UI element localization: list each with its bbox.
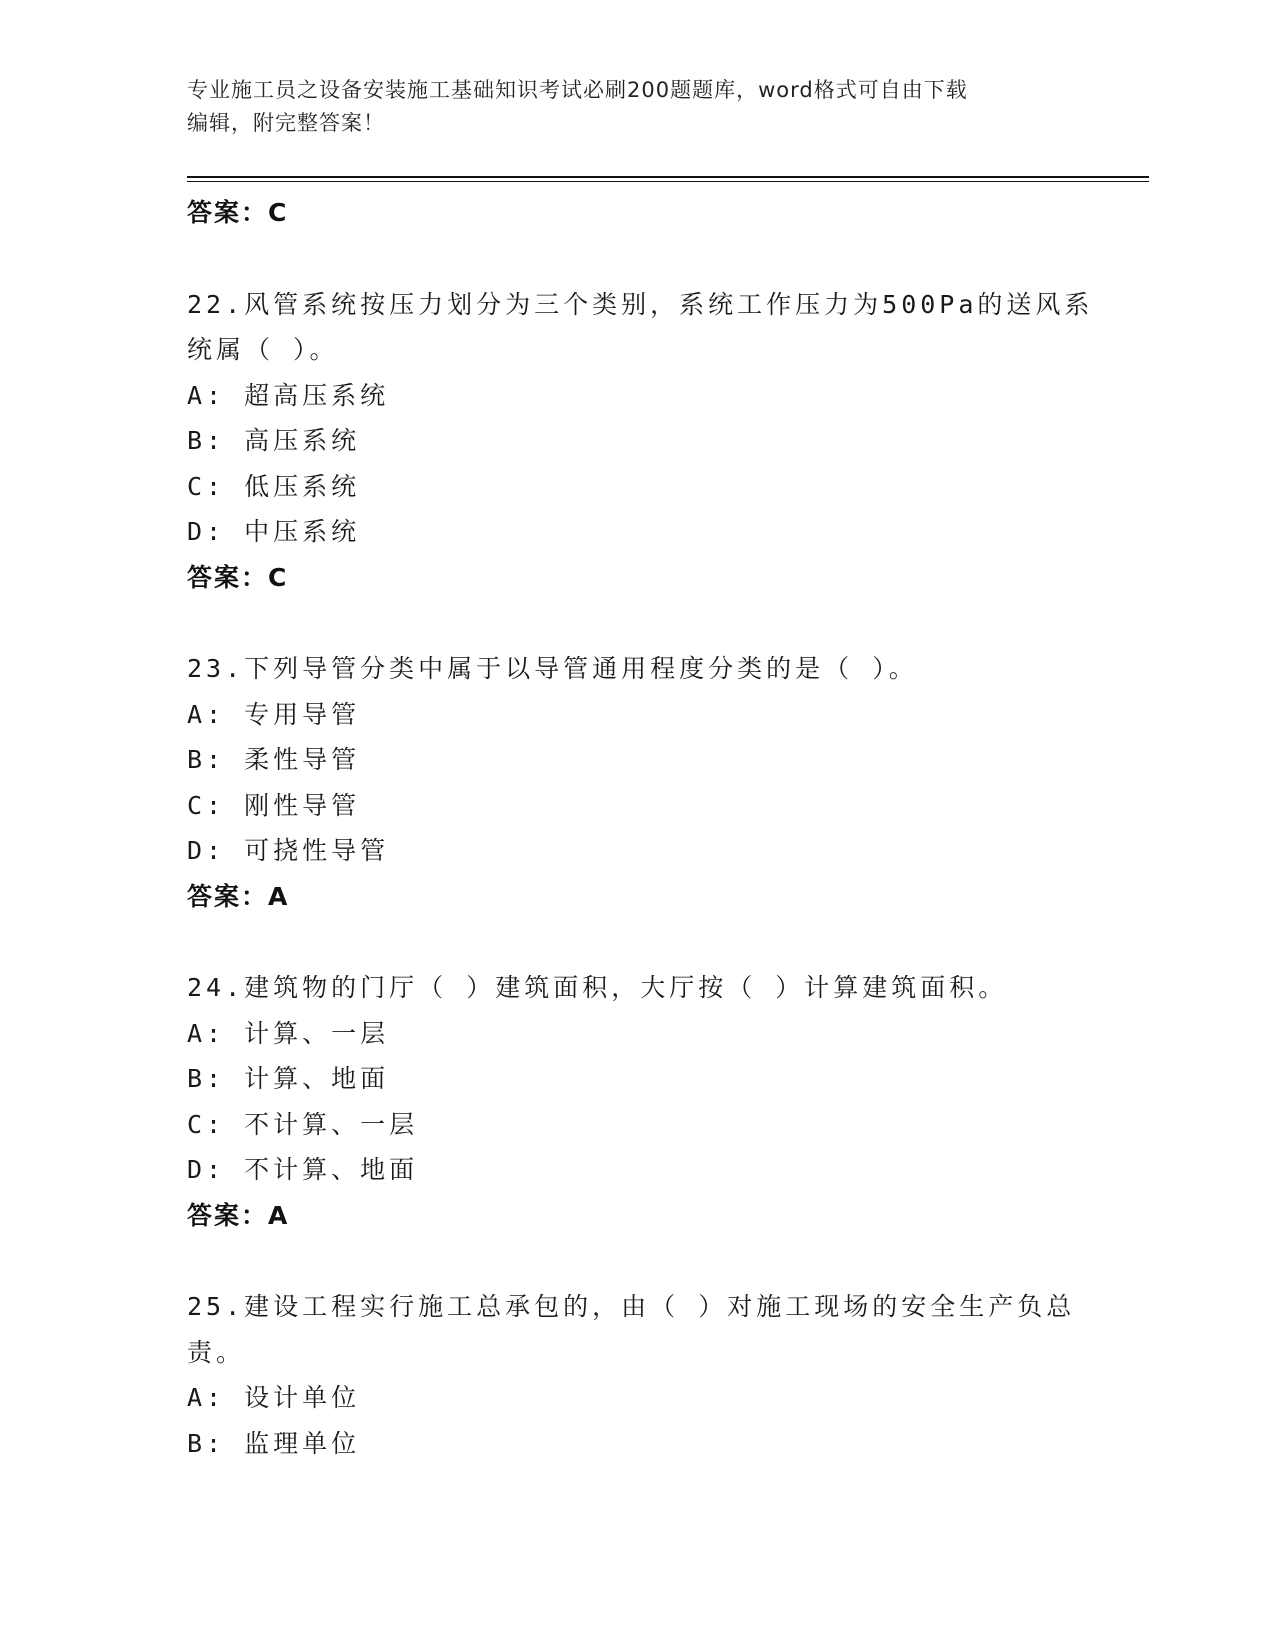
- answer-line: 答案：A: [187, 881, 290, 911]
- answer-line: 答案：A: [187, 1200, 290, 1230]
- question-text: 25.建设工程实行施工总承包的，由（ ）对施工现场的安全生产负总: [187, 1292, 1076, 1321]
- header-divider-thin: [187, 181, 1149, 182]
- header-line-2: 编辑，附完整答案！: [187, 111, 385, 135]
- document-header: [187, 74, 1087, 140]
- answer-line: 答案：C: [187, 562, 289, 592]
- option-a: A: 超高压系统: [187, 380, 390, 410]
- document-body: [187, 190, 1094, 1466]
- spacer: [187, 919, 1087, 965]
- question-text-continued: 统属（ ）。: [187, 335, 339, 364]
- option-c: C: 低压系统: [187, 471, 361, 501]
- question-block: [187, 646, 1087, 919]
- spacer: [187, 1238, 1087, 1284]
- option-a: A: 专用导管: [187, 699, 361, 729]
- spacer: [187, 236, 1087, 282]
- question-text-continued: 责。: [187, 1337, 246, 1367]
- option-b: B: 高压系统: [187, 426, 361, 455]
- answer-line: 答案：C: [187, 198, 289, 227]
- question-text: 24.建筑物的门厅（ ）建筑面积，大厅按（ ）计算建筑面积。: [187, 973, 1008, 1002]
- option-d: D: 不计算、地面: [187, 1155, 419, 1184]
- option-c: C: 刚性导管: [187, 790, 361, 820]
- option-d: D: 可挠性导管: [187, 836, 390, 865]
- question-block: [187, 965, 1087, 1238]
- option-a: A: 设计单位: [187, 1383, 361, 1412]
- header-line-1: 专业施工员之设备安装施工基础知识考试必刷200题题库，word格式可自由下载: [187, 78, 968, 102]
- question-block: [187, 282, 1094, 601]
- option-d: D: 中压系统: [187, 517, 361, 546]
- option-b: B: 监理单位: [187, 1428, 361, 1458]
- option-a: A: 计算、一层: [187, 1018, 390, 1048]
- option-c: C: 不计算、一层: [187, 1109, 419, 1139]
- question-text: 23.下列导管分类中属于以导管通用程度分类的是（ ）。: [187, 654, 918, 683]
- question-block: [187, 1284, 1087, 1466]
- header-divider-thick: [187, 176, 1149, 178]
- option-b: B: 柔性导管: [187, 745, 361, 774]
- spacer: [187, 600, 1087, 646]
- question-text: 22.风管系统按压力划分为三个类别，系统工作压力为500Pa的送风系: [187, 289, 1094, 319]
- option-b: B: 计算、地面: [187, 1064, 390, 1093]
